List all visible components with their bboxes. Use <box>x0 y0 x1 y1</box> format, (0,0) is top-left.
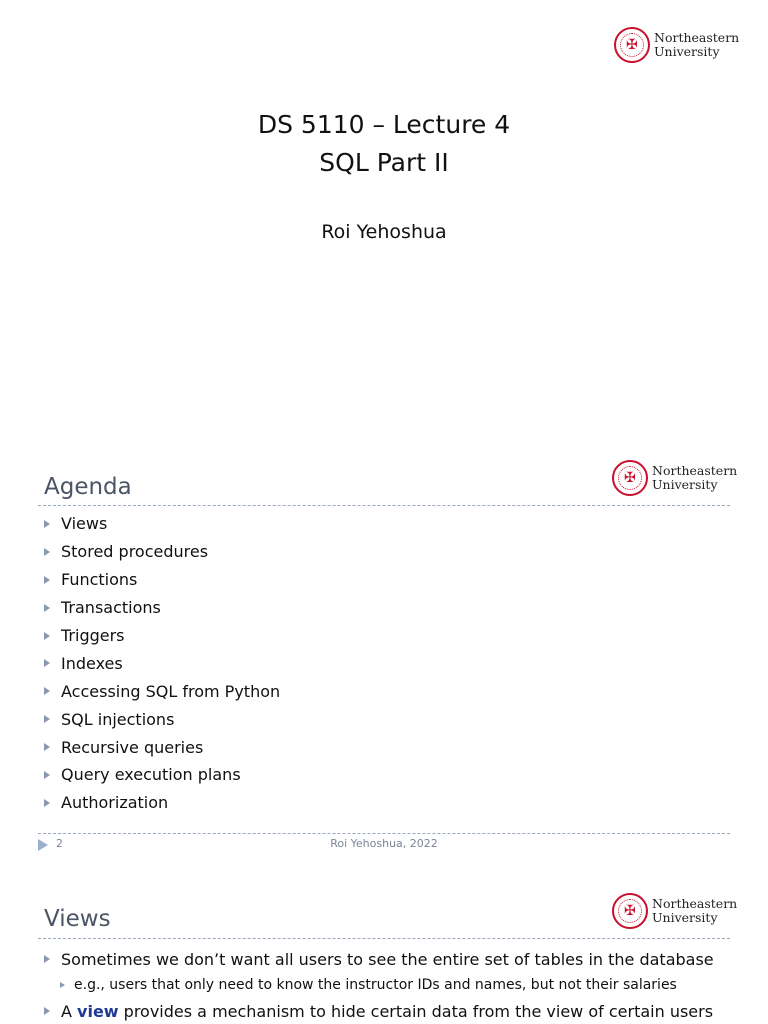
heading-divider <box>38 938 730 939</box>
university-seal-icon: ✠ <box>612 893 648 929</box>
logo-line1: Northeastern <box>652 463 738 478</box>
list-item: Query execution plans <box>44 761 280 789</box>
views-bullet-list <box>44 945 714 1024</box>
triangle-bullet-icon <box>44 743 50 751</box>
triangle-bullet-icon <box>44 548 50 556</box>
university-seal-icon: ✠ <box>614 27 650 63</box>
logo-line2: University <box>654 44 720 59</box>
list-item: Triggers <box>44 622 280 650</box>
views-slide <box>0 864 768 1024</box>
triangle-bullet-icon <box>44 604 50 612</box>
triangle-bullet-icon <box>44 520 50 528</box>
title-slide <box>0 0 768 432</box>
footer-credit: Roi Yehoshua, 2022 <box>330 837 438 850</box>
list-item: Views <box>44 510 280 538</box>
triangle-bullet-icon <box>44 715 50 723</box>
highlighted-term: view <box>77 1001 119 1021</box>
slide-heading: Views <box>44 906 111 932</box>
university-logo <box>612 893 737 929</box>
list-item: SQL injections <box>44 705 280 733</box>
triangle-bullet-icon <box>44 799 50 807</box>
triangle-bullet-icon <box>44 659 50 667</box>
list-item: Sometimes we don’t want all users to see the entire set of tables in the database <box>44 945 714 973</box>
list-item: Transactions <box>44 594 280 622</box>
triangle-bullet-icon <box>44 576 50 584</box>
list-item: Indexes <box>44 649 280 677</box>
title-line2: SQL Part II <box>319 148 449 177</box>
logo-line1: Northeastern <box>654 30 740 45</box>
title-line1: DS 5110 – Lecture 4 <box>257 110 511 139</box>
heading-divider <box>38 505 730 506</box>
triangle-bullet-icon <box>44 632 50 640</box>
list-item: Recursive queries <box>44 733 280 761</box>
triangle-bullet-icon <box>60 982 65 988</box>
list-item: Accessing SQL from Python <box>44 677 280 705</box>
list-item: Authorization <box>44 789 280 817</box>
slide-heading: Agenda <box>44 474 132 500</box>
university-logo <box>614 27 739 63</box>
triangle-bullet-icon <box>44 955 50 963</box>
university-logo <box>612 460 737 496</box>
sub-list-item: e.g., users that only need to know the instructor IDs and names, but not their salaries <box>44 973 714 997</box>
agenda-list <box>44 510 280 817</box>
author-name: Roi Yehoshua <box>321 221 447 243</box>
list-item: Stored procedures <box>44 538 280 566</box>
logo-line2: University <box>652 910 718 925</box>
logo-line1: Northeastern <box>652 896 738 911</box>
triangle-bullet-icon <box>44 687 50 695</box>
list-item: Functions <box>44 566 280 594</box>
university-seal-icon: ✠ <box>612 460 648 496</box>
footer-divider <box>38 833 730 834</box>
list-item: A view provides a mechanism to hide certain data from the view of certain users <box>44 997 714 1024</box>
logo-line2: University <box>652 477 718 492</box>
page-number: 2 <box>56 837 63 850</box>
triangle-bullet-icon <box>44 1007 50 1015</box>
agenda-slide <box>0 432 768 864</box>
triangle-bullet-icon <box>44 771 50 779</box>
lecture-title <box>0 106 768 182</box>
